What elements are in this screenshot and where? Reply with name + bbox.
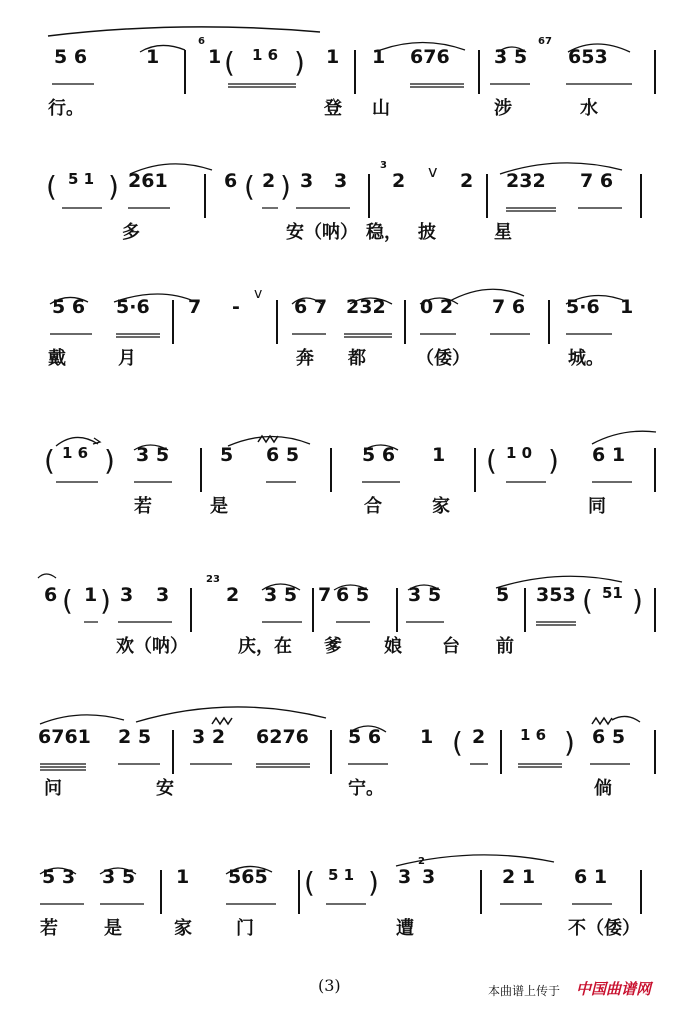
note-group: 2	[262, 170, 276, 192]
grace-note: 2	[418, 856, 425, 867]
lyric: 门	[236, 918, 254, 939]
note-group: 5·6	[566, 296, 600, 318]
system-4	[0, 420, 680, 538]
note-group: 261	[128, 170, 168, 192]
note-group: 3	[120, 584, 134, 606]
note-group: -	[232, 296, 240, 318]
note-group: 676	[410, 46, 450, 68]
system-5	[0, 560, 680, 678]
note-group: 5 6	[362, 444, 396, 466]
lyric: 娘	[384, 636, 402, 657]
grace-note: 67	[538, 36, 552, 47]
lyrics-row	[0, 214, 680, 248]
note-group: 7 6	[580, 170, 614, 192]
note-group: 1 6	[62, 444, 89, 462]
lyric: 月	[118, 348, 136, 369]
note-group: 3 2	[192, 726, 226, 748]
note-group: 1	[620, 296, 634, 318]
lyrics-row	[0, 628, 680, 662]
lyric: 是	[210, 496, 228, 517]
lyric: 安（呐）	[286, 222, 358, 243]
note-group: 5 1	[328, 866, 355, 884]
note-group: 6	[224, 170, 238, 192]
note-group: 3 5	[136, 444, 170, 466]
note-group: 3	[156, 584, 170, 606]
lyric: 稳，	[366, 222, 402, 243]
notes-row: 5 6 1 6 1 ( 1 6 ) 1 1 676 3 5 67 653	[0, 40, 680, 76]
note-group: 2	[460, 170, 474, 192]
note-group: 5 6	[348, 726, 382, 748]
lyrics-row	[0, 488, 680, 522]
lyric: 台	[442, 636, 460, 657]
note-group: 2	[392, 170, 406, 192]
lyrics-row	[0, 90, 680, 124]
note-group: 1	[372, 46, 386, 68]
note-group: 51	[602, 584, 623, 602]
lyrics-row	[0, 770, 680, 804]
note-group: 0 2	[420, 296, 454, 318]
lyric: （倭）	[416, 348, 470, 369]
lyric: 不（倭）	[568, 918, 640, 939]
note-group: 5 6	[52, 296, 86, 318]
lyrics-row	[0, 340, 680, 374]
note-group: 6 1	[574, 866, 608, 888]
note-group: 3 5	[102, 866, 136, 888]
breath-mark: v	[254, 286, 263, 302]
system-3	[0, 272, 680, 390]
note-group: 5	[496, 584, 510, 606]
lyric: 同	[588, 496, 606, 517]
note-group: 5·6	[116, 296, 150, 318]
lyric: 行。	[48, 98, 84, 119]
note-group: 6 5	[336, 584, 370, 606]
note-group: 3	[300, 170, 314, 192]
system-6	[0, 702, 680, 820]
note-group: 3	[422, 866, 436, 888]
notes-row: ( 5 1 ) 261 6 ( 2 ) 3 3 3 2 v 2 232 7 6	[0, 164, 680, 200]
lyric: 家	[174, 918, 192, 939]
note-group: 653	[568, 46, 608, 68]
lyric: 是	[104, 918, 122, 939]
lyric: 登	[324, 98, 342, 119]
lyric: 披	[418, 222, 436, 243]
lyrics-row	[0, 910, 680, 944]
lyric: 多	[122, 222, 140, 243]
note-group: 1	[208, 46, 222, 68]
note-group: 3	[398, 866, 412, 888]
lyric: 问	[44, 778, 62, 799]
lyric: 遭	[396, 918, 414, 939]
note-group: 1	[146, 46, 160, 68]
note-group: 7	[188, 296, 202, 318]
lyric: 涉	[494, 98, 512, 119]
notes-row: ( 1 6 ) 3 5 5 6 5 5 6 1 ( 1 0 ) 6 1	[0, 438, 680, 474]
note-group: 1	[326, 46, 340, 68]
lyric: 山	[372, 98, 390, 119]
lyric: 合	[364, 496, 382, 517]
note-group: 6 5	[266, 444, 300, 466]
lyric: 若	[134, 496, 152, 517]
lyric: 安	[156, 778, 174, 799]
note-group: 2 1	[502, 866, 536, 888]
note-group: 1	[432, 444, 446, 466]
page-number: (3)	[318, 976, 341, 995]
lyric: 星	[494, 222, 512, 243]
lyric: 都	[348, 348, 366, 369]
lyric: 前	[496, 636, 514, 657]
note-group: 232	[506, 170, 546, 192]
lyric: 奔	[296, 348, 314, 369]
upload-credit: 本曲谱上传于	[488, 984, 561, 998]
note-group: 6 5	[592, 726, 626, 748]
note-group: 6 1	[592, 444, 626, 466]
lyric: 宁。	[348, 778, 384, 799]
notes-row: 6 ( 1 ) 3 3 23 2 3 5 7 6 5 3 5 5 353 ( 51 )	[0, 578, 680, 614]
note-group: 565	[228, 866, 268, 888]
note-group: 6761	[38, 726, 91, 748]
page-footer	[0, 968, 680, 1008]
lyric: 若	[40, 918, 58, 939]
lyric: 家	[432, 496, 450, 517]
note-group: 5 3	[42, 866, 76, 888]
lyric: 庆，在	[238, 636, 292, 657]
system-7	[0, 842, 680, 960]
lyric: 爹	[324, 636, 342, 657]
note-group: 2 5	[118, 726, 152, 748]
note-group: 5 6	[54, 46, 88, 68]
note-group: 6 7	[294, 296, 328, 318]
note-group: 2	[472, 726, 486, 748]
grace-note: 3	[380, 160, 387, 171]
note-group: 7	[318, 584, 332, 606]
notes-row	[0, 286, 680, 326]
note-group: 3 5	[264, 584, 298, 606]
note-group: 5 1	[68, 170, 95, 188]
note-group: 3 5	[408, 584, 442, 606]
note-group: 1 6	[520, 726, 547, 744]
notes-row: 6761 2 5 3 2 6276 5 6 1 ( 2 1 6 ) 6 5	[0, 720, 680, 756]
note-group: 353	[536, 584, 576, 606]
grace-note: 6	[198, 36, 205, 47]
lyric: 戴	[48, 348, 66, 369]
grace-note: 23	[206, 574, 220, 585]
note-group: 5	[220, 444, 234, 466]
system-1	[0, 22, 680, 140]
lyric: 欢（呐）	[116, 636, 188, 657]
breath-mark: v	[428, 162, 438, 181]
note-group: 2	[226, 584, 240, 606]
note-group: 1	[176, 866, 190, 888]
system-2	[0, 146, 680, 264]
note-group: 1 6	[252, 46, 279, 64]
site-logo[interactable]: 中国曲谱网	[576, 980, 652, 998]
note-group: 1	[84, 584, 98, 606]
note-group: 3	[334, 170, 348, 192]
note-group: 232	[346, 296, 386, 318]
lyric: 水	[580, 98, 598, 119]
lyric: 城。	[568, 348, 604, 369]
note-group: 7 6	[492, 296, 526, 318]
lyric: 倘	[594, 778, 612, 799]
note-group: 6	[44, 584, 58, 606]
note-group: 1	[420, 726, 434, 748]
notes-row: 5 3 3 5 1 565 ( 5 1 ) 3 2 3 2 1 6 1	[0, 860, 680, 896]
note-group: 1 0	[506, 444, 533, 462]
note-group: 3 5	[494, 46, 528, 68]
note-group: 6276	[256, 726, 309, 748]
